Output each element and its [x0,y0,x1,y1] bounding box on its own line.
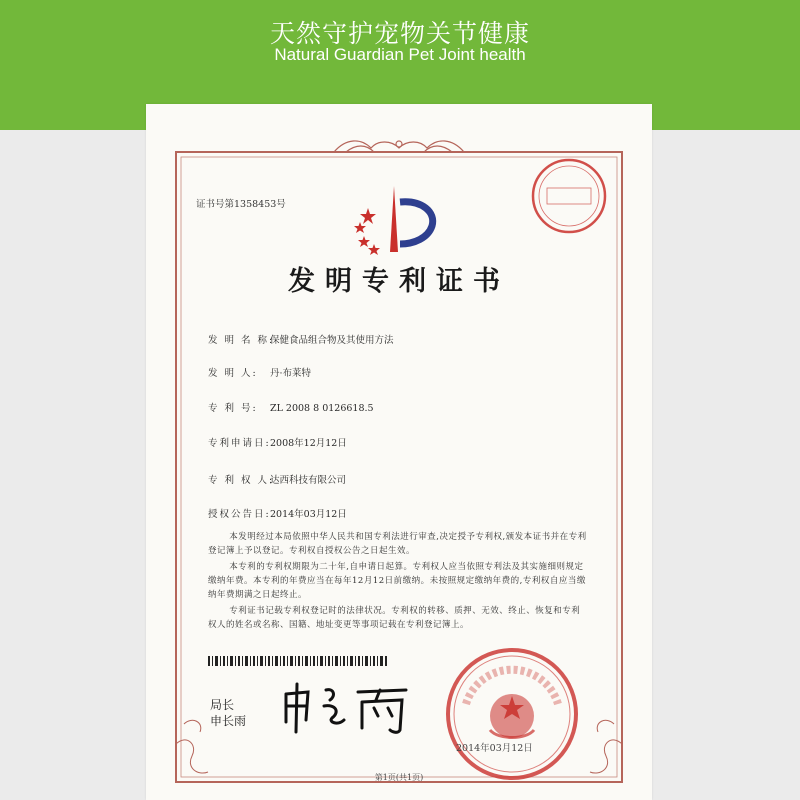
seal-date: 2014年03月12日 [456,743,533,754]
official-seal-icon [442,644,582,784]
field-patent-number [208,400,374,414]
signature-name: 申长雨 [210,714,247,728]
banner-title-cn: 天然守护宠物关节健康 [269,19,530,48]
page-number: 第1页(共1页) [374,773,424,782]
field-value: 2008年12月12日 [270,438,347,449]
field-value: ZL 2008 8 0126618.5 [270,403,374,414]
small-seal-icon [529,156,609,236]
field-value: 丹·布莱特 [270,368,312,379]
barcode-icon [208,656,388,666]
field-application-date [208,435,347,449]
field-label: 发 明 人: [208,368,258,379]
field-grant-date [208,506,347,520]
certificate-paragraph: 本专利的专利权期限为二十年,自申请日起算。专利权人应当依照专利法及其实施细则规定缴纳年费。本专利的年费应当在每年12月12日前缴纳。未按照规定缴纳年费的,专利权自应当缴纳年费期满之日起终止。 [208,562,586,600]
field-patentee [208,472,346,486]
patent-office-emblem-icon [354,186,433,255]
signature-title: 局长 [210,698,235,712]
field-invention-name [208,332,394,346]
field-label: 专 利 号: [208,403,258,414]
field-inventor [208,365,311,379]
field-value: 达西科技有限公司 [270,475,347,486]
certificate-number: 证书号第1358453号 [196,199,286,210]
certificate-title: 发明专利证书 [288,266,510,297]
banner-title-en: Natural Guardian Pet Joint health [274,45,526,64]
field-label: 发 明 名 称: [208,335,275,346]
handwritten-signature-icon [278,676,418,736]
field-value: 保健食品组合物及其使用方法 [270,335,394,346]
field-value: 2014年03月12日 [270,509,347,520]
field-label: 授权公告日: [208,509,271,520]
patent-certificate [146,104,652,800]
field-label: 专利申请日: [208,438,271,449]
certificate-paragraph: 本发明经过本局依照中华人民共和国专利法进行审查,决定授予专利权,颁发本证书并在专利登记簿上予以登记。专利权自授权公告之日起生效。 [208,532,587,556]
field-label: 专 利 权 人: [208,475,275,486]
certificate-paragraph: 专利证书记载专利权登记时的法律状况。专利权的转移、质押、无效、终止、恢复和专利权人的姓名或名称、国籍、地址变更等事项记载在专利登记簿上。 [208,606,581,630]
